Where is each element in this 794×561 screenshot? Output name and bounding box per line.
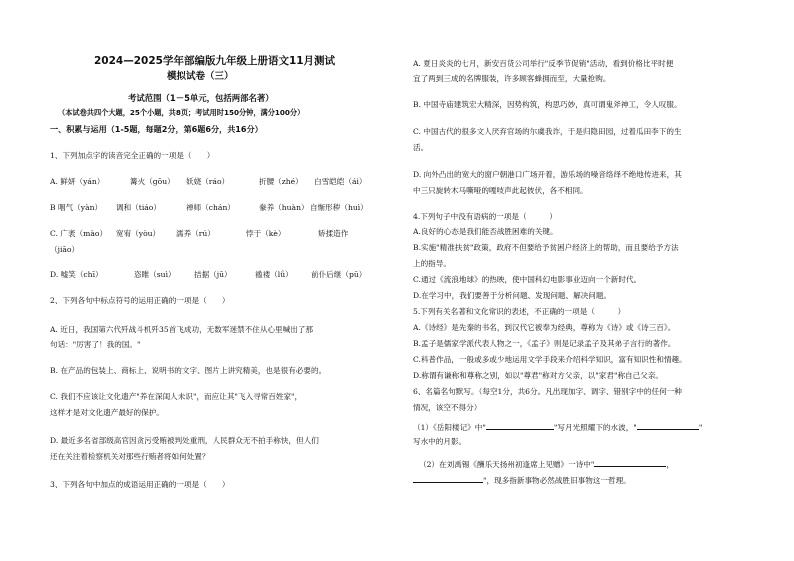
q3-option-a-line1: A. 夏日炎炎的七月，新安百货公司举行"反季节促销"活动，看到价格比平时便 [413,59,674,68]
q2-stem: 2、下列各句中标点符号的运用正确的一项是（ ） [50,296,230,305]
q5-option-b: B.孟子是儒家学派代表人物之一，《孟子》则是记录孟子及其弟子言行的著作。 [413,339,676,348]
q3-option-c-line1: C. 中国古代的很多文人厌弃官场的尔虞我诈，于是归隐田园，过着瓜田李下的生 [413,127,682,136]
q6-item-1: （1）《岳阳楼记》中" "写月光照耀下的水波，" " [413,423,703,432]
q4-option-d: D.在学习中，我们要善于分析问题、发现问题、解决问题。 [413,291,612,300]
q6-item-2: （2）在刘禹锡《酬乐天扬州初逢席上见赠》一诗中" ， [419,460,674,469]
q2-option-d-line1: D. 最近多名省部级高官因贪污受贿被判处重刑，人民群众无不拍手称快，但人们 [50,436,319,445]
q2-option-a-line2: 句话："厉害了！我的国。" [50,340,141,349]
q4-option-a: A.良好的心态是我们能否战胜困难的关键。 [413,227,558,236]
q2-option-d-line2: 还在关注着检察机关对那些行贿者将如何处置？ [50,452,210,461]
q6-stem-line1: 6、名篇名句默写。（每空1分，共6分。凡出现加字、调字、错别字中的任何一种 [413,387,682,396]
q2-option-a-line1: A. 近日，我国第六代歼战斗机歼35首飞成功，无数军迷禁不住从心里喊出了那 [50,325,313,334]
q3-stem: 3、下列各句中加点的成语运用正确的一项是（ ） [50,480,230,489]
exam-title: 2024—2025学年部编版九年级上册语文11月测试 [94,55,336,67]
q3-option-a-line2: 宜了两到三成的名牌服装，许多顾客蜂拥而至，大量抢购。 [413,74,611,83]
answer-blank[interactable] [413,474,483,483]
answer-blank[interactable] [486,421,554,430]
q2-option-b: B. 在产品的包装上、商标上、说明书的文字、图片上讲究精美，也是很有必要的。 [50,366,327,375]
exam-subtitle: 模拟试卷（三） [167,71,234,82]
q3-option-d-line1: D. 向外凸出的宽大的窗户朝港口广场开着，游乐场的噪音络绎不绝地传进来，其 [413,170,682,179]
q3-option-c-line2: 活。 [413,143,429,152]
exam-scope: 考试范围（1－5单元，包括两部名著） [128,93,274,103]
q1-stem: 1、下列加点字的读音完全正确的一项是（ ） [50,151,215,160]
q5-option-a: A.《诗经》是先秦的书名，到汉代它被奉为经典，尊称为《诗》或《诗三百》。 [413,323,676,332]
answer-blank[interactable] [594,458,666,467]
exam-page: 2024—2025学年部编版九年级上册语文11月测试 模拟试卷（三） 考试范围（1－5单元，包括两部名著） （本试卷共四个大题，25个小题，共8页；考试用时150分钟，满分100分） 一、积累与运用（1-5题，每题2分，第6题6分，共16分） 1、下列加点字的读音完全正确的一项是（ ） A. 鲜妍（yán） 篝火（gōu） 妖娆（ráo） 折腰（zhé） 白雪皑皑（ái） B 咽气（yàn） 调和（tiáo） 禅师（chán） 豢养（huàn） 自惭形秽（huì） C. 广袤（mào） 宽宥（yòu） 濡养（rú） 悖于（kè） 矫揉造作 （jiāo） D. 嘘笑（chī） 恣睢（suì） 拮据（jū） 褴褛（lǘ） 前仆后继（pū） 2、下列各句中标点符号的运用正确的一项是（ ） A. 近日，我国第六代歼战斗机歼35首飞成功，无数军迷禁不住从心里喊出了那 句话："厉害了！我的国。" B. 在产品的包装上、商标上、说明书的文字、图片上讲究精美，也是很有必要的。 C. 我们不应该让文化遗产"养在深闺人未识"，而应让其"飞入寻常百姓家"， 这样才是对文化遗产最好的保护。 D. 最近多名省部级高官因贪污受贿被判处重刑，人民群众无不拍手称快，但人们 还在关注着检察机关对那些行贿者将如何处置？ 3、下列各句中加点的成语运用正确的一项是（ ） A. 夏日炎炎的七月，新安百货公司举行"反季节促销"活动，看到价格比平时便 宜了两到三成的名牌服装，许多顾客蜂拥而至，大量抢购。 B. 中国寺庙建筑宏大精深，因势构筑，构思巧妙，真可谓鬼斧神工，令人叹服。 C. 中国古代的很多文人厌弃官场的尔虞我诈，于是归隐田园，过着瓜田李下的生 活。 D. 向外凸出的宽大的窗户朝港口广场开着，游乐场的噪音络绎不绝地传进来，其 中三只旋转木马嘶哑的嘎吱声此起彼伏，各不相同。 4.下列句子中没有语病的一项是（ ） A.良好的心态是我们能否战胜困难的关键。 B.实施"精准扶贫"政策，政府不但要给予贫困户经济上的帮助，而且要给予方法 上的指导。 C.通过《流浪地球》的热映，使中国科幻电影事业迈向一个新时代。 D.在学习中，我们要善于分析问题、发现问题、解决问题。 5.下列有关名著和文化常识的表述，不正确的一项是（ ） A.《诗经》是先秦的书名，到汉代它被奉为经典，尊称为《诗》或《诗三百》。 B.孟子是儒家学派代表人物之一，《孟子》则是记录孟子及其弟子言行的著作。 C.科普作品，一般或多或少地运用文学手段来介绍科学知识，富有知识性和情趣。 D.称谓有谦称和尊称之别，如以"尊君"称对方父亲，以"家君"称自己父亲。 6、名篇名句默写。（每空1分，共6分。凡出现加字、调字、错别字中的任何一种 情况，该空不得分） （1）《岳阳楼记》中" "写月光照耀下的水波，" " 写水中的月影。 （2）在刘禹锡《酬乐天扬州初逢席上见赠》一诗中" ， "，现多指新事物必然战胜旧事物这一哲理。 [50,55,703,489]
q4-option-b-line1: B.实施"精准扶贫"政策，政府不但要给予贫困户经济上的帮助，而且要给予方法 [413,243,679,252]
q3-option-d-line2: 中三只旋转木马嘶哑的嘎吱声此起彼伏，各不相同。 [413,186,588,195]
section-1-heading: 一、积累与运用（1-5题，每题2分，第6题6分，共16分） [50,124,263,134]
q4-stem: 4.下列句子中没有语病的一项是（ ） [413,212,557,221]
q5-option-d: D.称谓有谦称和尊称之别，如以"尊君"称对方父亲，以"家君"称自己父亲。 [413,371,664,380]
answer-blank[interactable] [637,421,699,430]
q6-stem-line2: 情况，该空不得分） [413,403,482,412]
exam-note: （本试卷共四个大题，25个小题，共8页；考试用时150分钟，满分100分） [58,108,305,117]
q3-option-b: B. 中国寺庙建筑宏大精深，因势构筑，构思巧妙，真可谓鬼斧神工，令人叹服。 [413,100,682,109]
q2-option-c-line1: C. 我们不应该让文化遗产"养在深闺人未识"，而应让其"飞入寻常百姓家"， [50,392,303,401]
q6-item-2-tail: "，现多指新事物必然战胜旧事物这一哲理。 [413,474,631,486]
q4-option-b-line2: 上的指导。 [413,259,451,268]
q5-option-c: C.科普作品，一般或多或少地运用文学手段来介绍科学知识，富有知识性和情趣。 [413,355,687,364]
q5-stem: 5.下列有关名著和文化常识的表述，不正确的一项是（ ） [413,307,626,316]
q4-option-c: C.通过《流浪地球》的热映，使中国科幻电影事业迈向一个新时代。 [413,275,642,284]
q6-item-1-tail: 写水中的月影。 [413,437,467,446]
q2-option-c-line2: 这样才是对文化遗产最好的保护。 [50,408,164,417]
